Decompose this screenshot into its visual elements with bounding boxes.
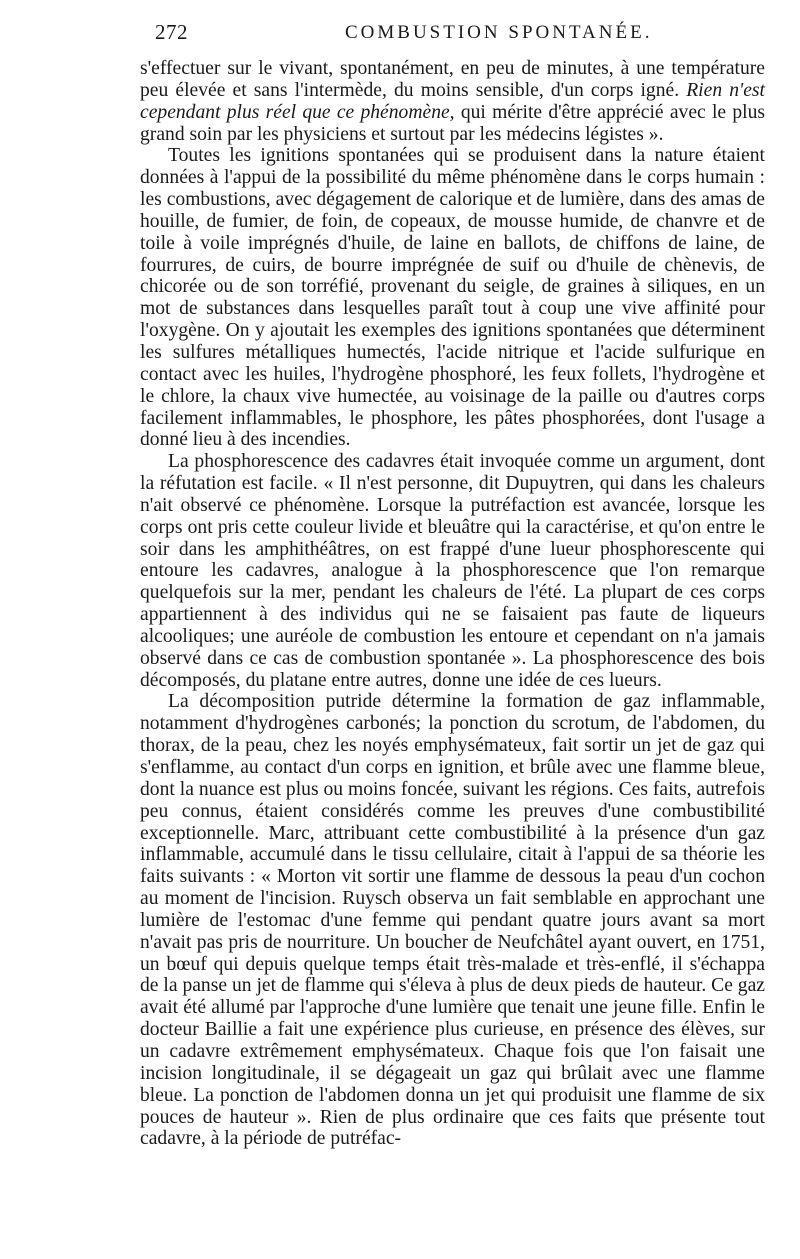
- page-number: 272: [155, 20, 188, 44]
- text-segment: La phosphorescence des cadavres était invoquée comme un argument, dont la réfutation est facile. « Il n'est personne, dit Dupuytren, qui dans les chaleurs n'ait observé ce phénomène. Lorsque la putréfaction est avancée, lorsque les corps ont pris cette couleur livide et bleuâtre qui la caractérise, et qu'on entre le soir dans les amphithéâtres, on est frappé d'une lueur phosphorescente qui entoure les cadavres, analogue à la phosphorescence que l'on remarque quelquefois sur la mer, pendant les chaleurs de l'été. La plupart de ces corps appartiennent à des individus qui ne se faisaient pas faute de liqueurs alcooliques; une auréole de combustion les entoure et cependant on n'a jamais observé dans ce cas de combustion spontanée ». La phosphorescence des bois décomposés, du platane entre autres, donne une idée de ces lueurs.: [140, 451, 765, 691]
- running-title: COMBUSTION SPONTANÉE.: [345, 22, 653, 43]
- italic-text-segment: Rien n'est cependant plus réel que ce phénomène,: [140, 79, 765, 123]
- text-segment: s'effectuer sur le vivant, spontanément, en peu de minutes, à une température peu élevée et sans l'intermède, du moins sensible, d'un corps igné.: [140, 58, 765, 101]
- paragraph: [140, 691, 765, 1150]
- paragraph: [140, 145, 765, 451]
- body-text: [140, 58, 765, 1150]
- text-segment: qui mérite d'être apprécié avec le plus grand soin par les physiciens et surtout par les médecins légistes ».: [140, 101, 765, 145]
- page-header: [155, 20, 760, 54]
- paragraph: [140, 451, 765, 691]
- text-segment: La décomposition putride détermine la formation de gaz inflammable, notamment d'hydrogènes carbonés; la ponction du scrotum, de l'abdomen, du thorax, de la peau, chez les noyés emphysémateux, fait sortir un jet de gaz qui s'enflamme, au contact d'un corps en ignition, et brûle avec une flamme bleue, dont la nuance est plus ou moins foncée, suivant les régions. Ces faits, autrefois peu connus, étaient considérés comme les preuves d'une combustibilité exceptionnelle. Marc, attribuant cette combustibilité à la présence d'un gaz inflammable, accumulé dans le tissu cellulaire, citait à l'appui de sa théorie les faits suivants : « Morton vit sortir une flamme de dessous la peau d'un cochon au moment de l'incision. Ruysch observa un fait semblable en approchant une lumière de l'estomac d'une femme qui pendant quatre jours avant sa mort n'avait pas pris de nourriture. Un boucher de Neufchâtel ayant ouvert, en 1751, un bœuf qui depuis quelque temps était très-malade et très-enflé, il s'échappa de la panse un jet de flamme qui s'éleva à plus de deux pieds de hauteur. Ce gaz avait été allumé par l'approche d'une lumière que tenait une jeune fille. Enfin le docteur Baillie a fait une expérience plus curieuse, en présence des élèves, sur un cadavre extrêmement emphysémateux. Chaque fois que l'on faisait une incision longitudinale, il se dégageait un gaz qui brûlait avec une flamme bleue. La ponction de l'abdomen donna un jet qui produisit une flamme de six pouces de hauteur ». Rien de plus ordinaire que ces faits que présente tout cadavre, à la période de putréfac-: [140, 691, 765, 1150]
- text-segment: Toutes les ignitions spontanées qui se produisent dans la nature étaient données à l'appui de la possibilité du même phénomène dans le corps humain : les combustions, avec dégagement de calorique et de lumière, dans des amas de houille, de fumier, de foin, de copeaux, de mousse humide, de chanvre et de toile à voile imprégnés d'huile, de laine en ballots, de chiffons de laine, de fourrures, de cuirs, de bourre imprégnée de suif ou d'huile de chènevis, de chicorée ou de son torréfié, provenant du seigle, de graines à siliques, en un mot de substances dans lesquelles paraît tout à coup une vive affinité pour l'oxygène. On y ajoutait les exemples des ignitions spontanées que déterminent les sulfures métalliques humectés, l'acide nitrique et l'acide sulfurique en contact avec les huiles, l'hydrogène phosphoré, les feux follets, l'hydrogène et le chlore, la chaux vive humectée, au voisinage de la paille ou d'autres corps facilement inflammables, le phosphore, les pâtes phosphorées, dont l'usage a donné lieu à des incendies.: [140, 145, 765, 451]
- paragraph: [140, 58, 765, 145]
